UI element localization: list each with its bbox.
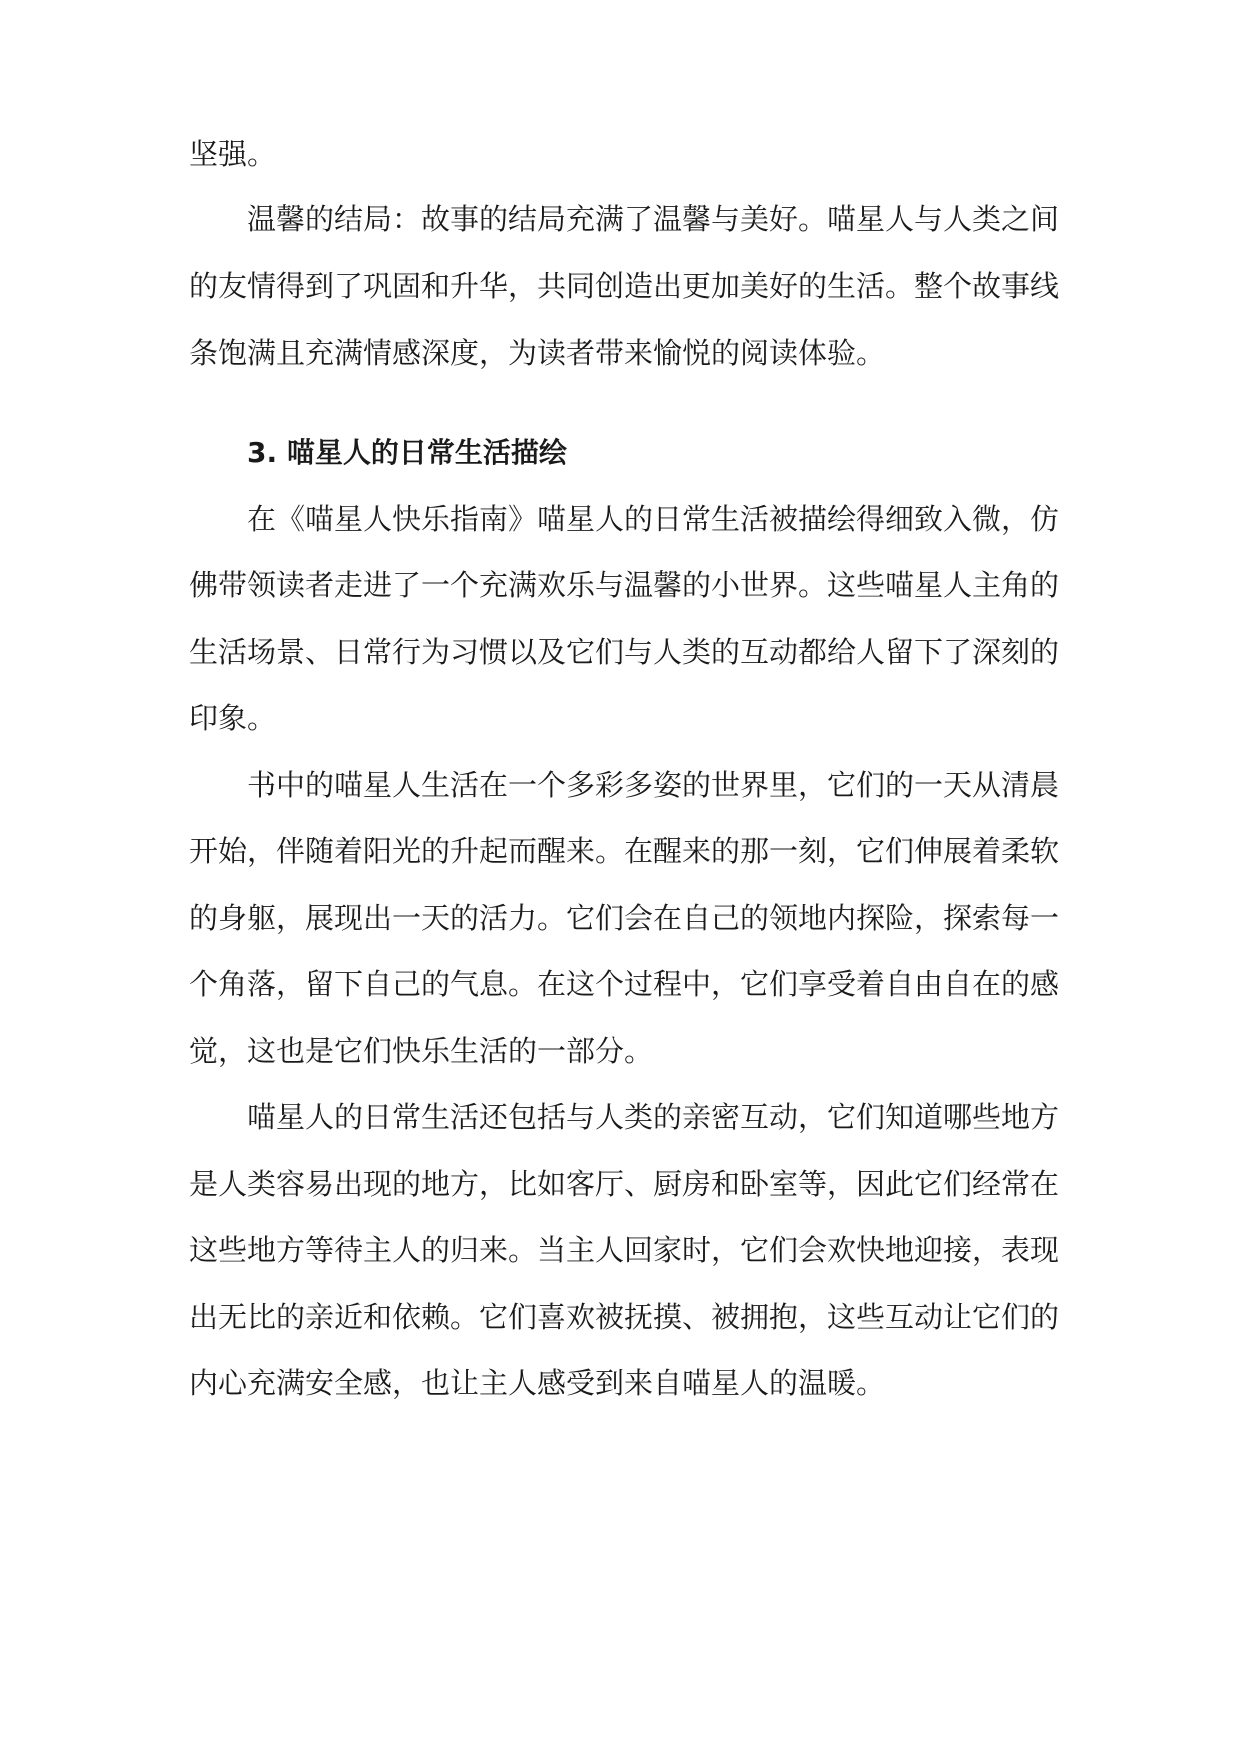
- paragraph-line: 印象。: [189, 701, 277, 735]
- paragraph-line: 的友情得到了巩固和升华，共同创造出更加美好的生活。整个故事线: [189, 269, 1059, 303]
- paragraph-line: 生活场景、日常行为习惯以及它们与人类的互动都给人留下了深刻的: [189, 635, 1059, 669]
- paragraph-line: 坚强。: [189, 137, 277, 171]
- paragraph-line: 佛带领读者走进了一个充满欢乐与温馨的小世界。这些喵星人主角的: [189, 568, 1059, 602]
- paragraph-line: 内心充满安全感，也让主人感受到来自喵星人的温暖。: [189, 1366, 886, 1400]
- section-heading: 3. 喵星人的日常生活描绘: [247, 436, 567, 469]
- paragraph-line: 温馨的结局：故事的结局充满了温馨与美好。喵星人与人类之间: [247, 202, 1059, 236]
- paragraph-line: 这些地方等待主人的归来。当主人回家时，它们会欢快地迎接，表现: [189, 1233, 1059, 1267]
- paragraph-line: 的身躯，展现出一天的活力。它们会在自己的领地内探险，探索每一: [189, 901, 1059, 935]
- paragraph-line: 出无比的亲近和依赖。它们喜欢被抚摸、被拥抱，这些互动让它们的: [189, 1300, 1059, 1334]
- paragraph-line: 开始，伴随着阳光的升起而醒来。在醒来的那一刻，它们伸展着柔软: [189, 834, 1059, 868]
- paragraph-line: 书中的喵星人生活在一个多彩多姿的世界里，它们的一天从清晨: [247, 768, 1059, 802]
- paragraph-line: 个角落，留下自己的气息。在这个过程中，它们享受着自由自在的感: [189, 967, 1059, 1001]
- paragraph-line: 喵星人的日常生活还包括与人类的亲密互动，它们知道哪些地方: [247, 1100, 1059, 1134]
- paragraph-line: 是人类容易出现的地方，比如客厅、厨房和卧室等，因此它们经常在: [189, 1167, 1059, 1201]
- paragraph-line: 条饱满且充满情感深度，为读者带来愉悦的阅读体验。: [189, 336, 886, 370]
- paragraph-line: 在《喵星人快乐指南》喵星人的日常生活被描绘得细致入微，仿: [247, 502, 1059, 536]
- paragraph-line: 觉，这也是它们快乐生活的一部分。: [189, 1034, 654, 1068]
